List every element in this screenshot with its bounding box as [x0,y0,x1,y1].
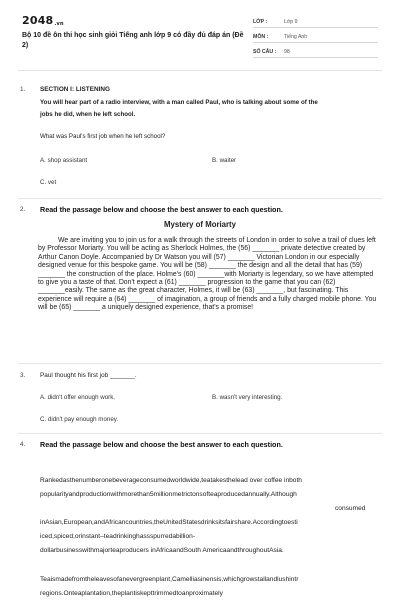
passage-line: Rankedasthenumberonebeverageconsumedworldwide,teatakesthelead over coffee inboth [40,477,302,484]
meta-value: Lớp 9 [284,19,298,25]
passage-line: consumed [335,505,366,512]
passage-title: Mystery of Moriarty [164,220,236,229]
question-text: What was Paul's first job when he left school? [40,133,166,140]
passage-line: dollarbusinesswithmajorteaproducers inAfricaandSouth AmericaandthroughoutAsia. [40,547,284,554]
header-divider [18,70,382,71]
meta-label: MÔN : [253,34,269,40]
passage-line: inAsian,European,andAfricancountries,theUnitedStatesdrinksitsfairshare.Accordingtoesti [40,519,298,526]
question-number: 1. [20,86,26,93]
document-title: Bộ 10 đề ôn thi học sinh giỏi Tiếng anh lớp 9 có đầy đủ đáp án (Đề 2) [22,32,244,49]
answer-option-b[interactable]: B. waiter [212,157,237,164]
section-heading: SECTION I: LISTENING [40,86,110,93]
answer-option-c[interactable]: C. vet [40,179,57,186]
answer-option-c[interactable]: C. didn't pay enough money. [40,416,119,423]
passage-line: popularityandproductionwithmorethan5millionmetrictonsofteaproducedannually.Although [40,491,297,498]
passage-line: Teaismadefromtheleavesofanevergreenplant,Camelliasinensis,whichgrowstallandlushintr [40,576,299,583]
section-heading: Read the passage below and choose the best answer to each question. [40,440,283,449]
meta-value: 98 [284,49,290,55]
question-divider [18,198,382,199]
section-heading: Read the passage below and choose the best answer to each question. [40,205,283,214]
site-logo[interactable]: 2048.vn [22,14,64,27]
question-divider [18,363,382,364]
answer-option-a[interactable]: A. shop assistant [40,157,88,164]
answer-option-b[interactable]: B. wasn't very interesting. [212,394,283,401]
question-divider [18,433,382,434]
meta-label: LỚP : [253,19,268,25]
meta-value: Tiếng Anh [284,34,308,40]
document-header [0,0,400,66]
meta-class [253,15,378,28]
passage-line: regions.Onteaplantation,theplantiskepttrimmedtoanproximately [40,590,223,597]
meta-question-count [253,45,378,58]
question-number: 4. [20,441,26,448]
passage-line: iced,spiced,orinstant–teadrinkinghassspurredabillion- [40,533,196,540]
question-number: 3. [20,372,26,379]
meta-subject [253,30,378,43]
answer-option-a[interactable]: A. didn't offer enough work. [40,394,116,401]
meta-label: SỐ CÂU : [253,49,277,55]
question-number: 2. [20,206,26,213]
reading-passage: We are inviting you to join us for a walk through the streets of London in order to solve a trail of clues left by Professor Moriarty. You will be acting as Sherlock Holmes, the (56) _______ private detective created by Arthur Canon Doyle. Accompanied by Dr Watson you will (57) _______ Victorian London in our especially designed venue for this bespoke game. You will be (58) _______ the design and all the detail that has (59) _______ the construction of the place. Holme's (60) _______with Moriarty is legendary, so we have attempted to give you a taste of that. Don't expect a (61) _______ progression to the game that you can (62) _______easily. The same as the great character, Holmes, it will be (63) _______, but fascinating. This experience will require a (64) _______ of imagination, a group of friends and a fully charged mobile phone. You will be (65) _______ a uniquely designed experience, that's a promise! [38,237,377,312]
instruction-text: You will hear part of a radio interview, with a man called Paul, who is talking about some of the jobs he did, when he left school. [40,99,318,118]
question-text: Paul thought his first job _______. [40,372,137,379]
